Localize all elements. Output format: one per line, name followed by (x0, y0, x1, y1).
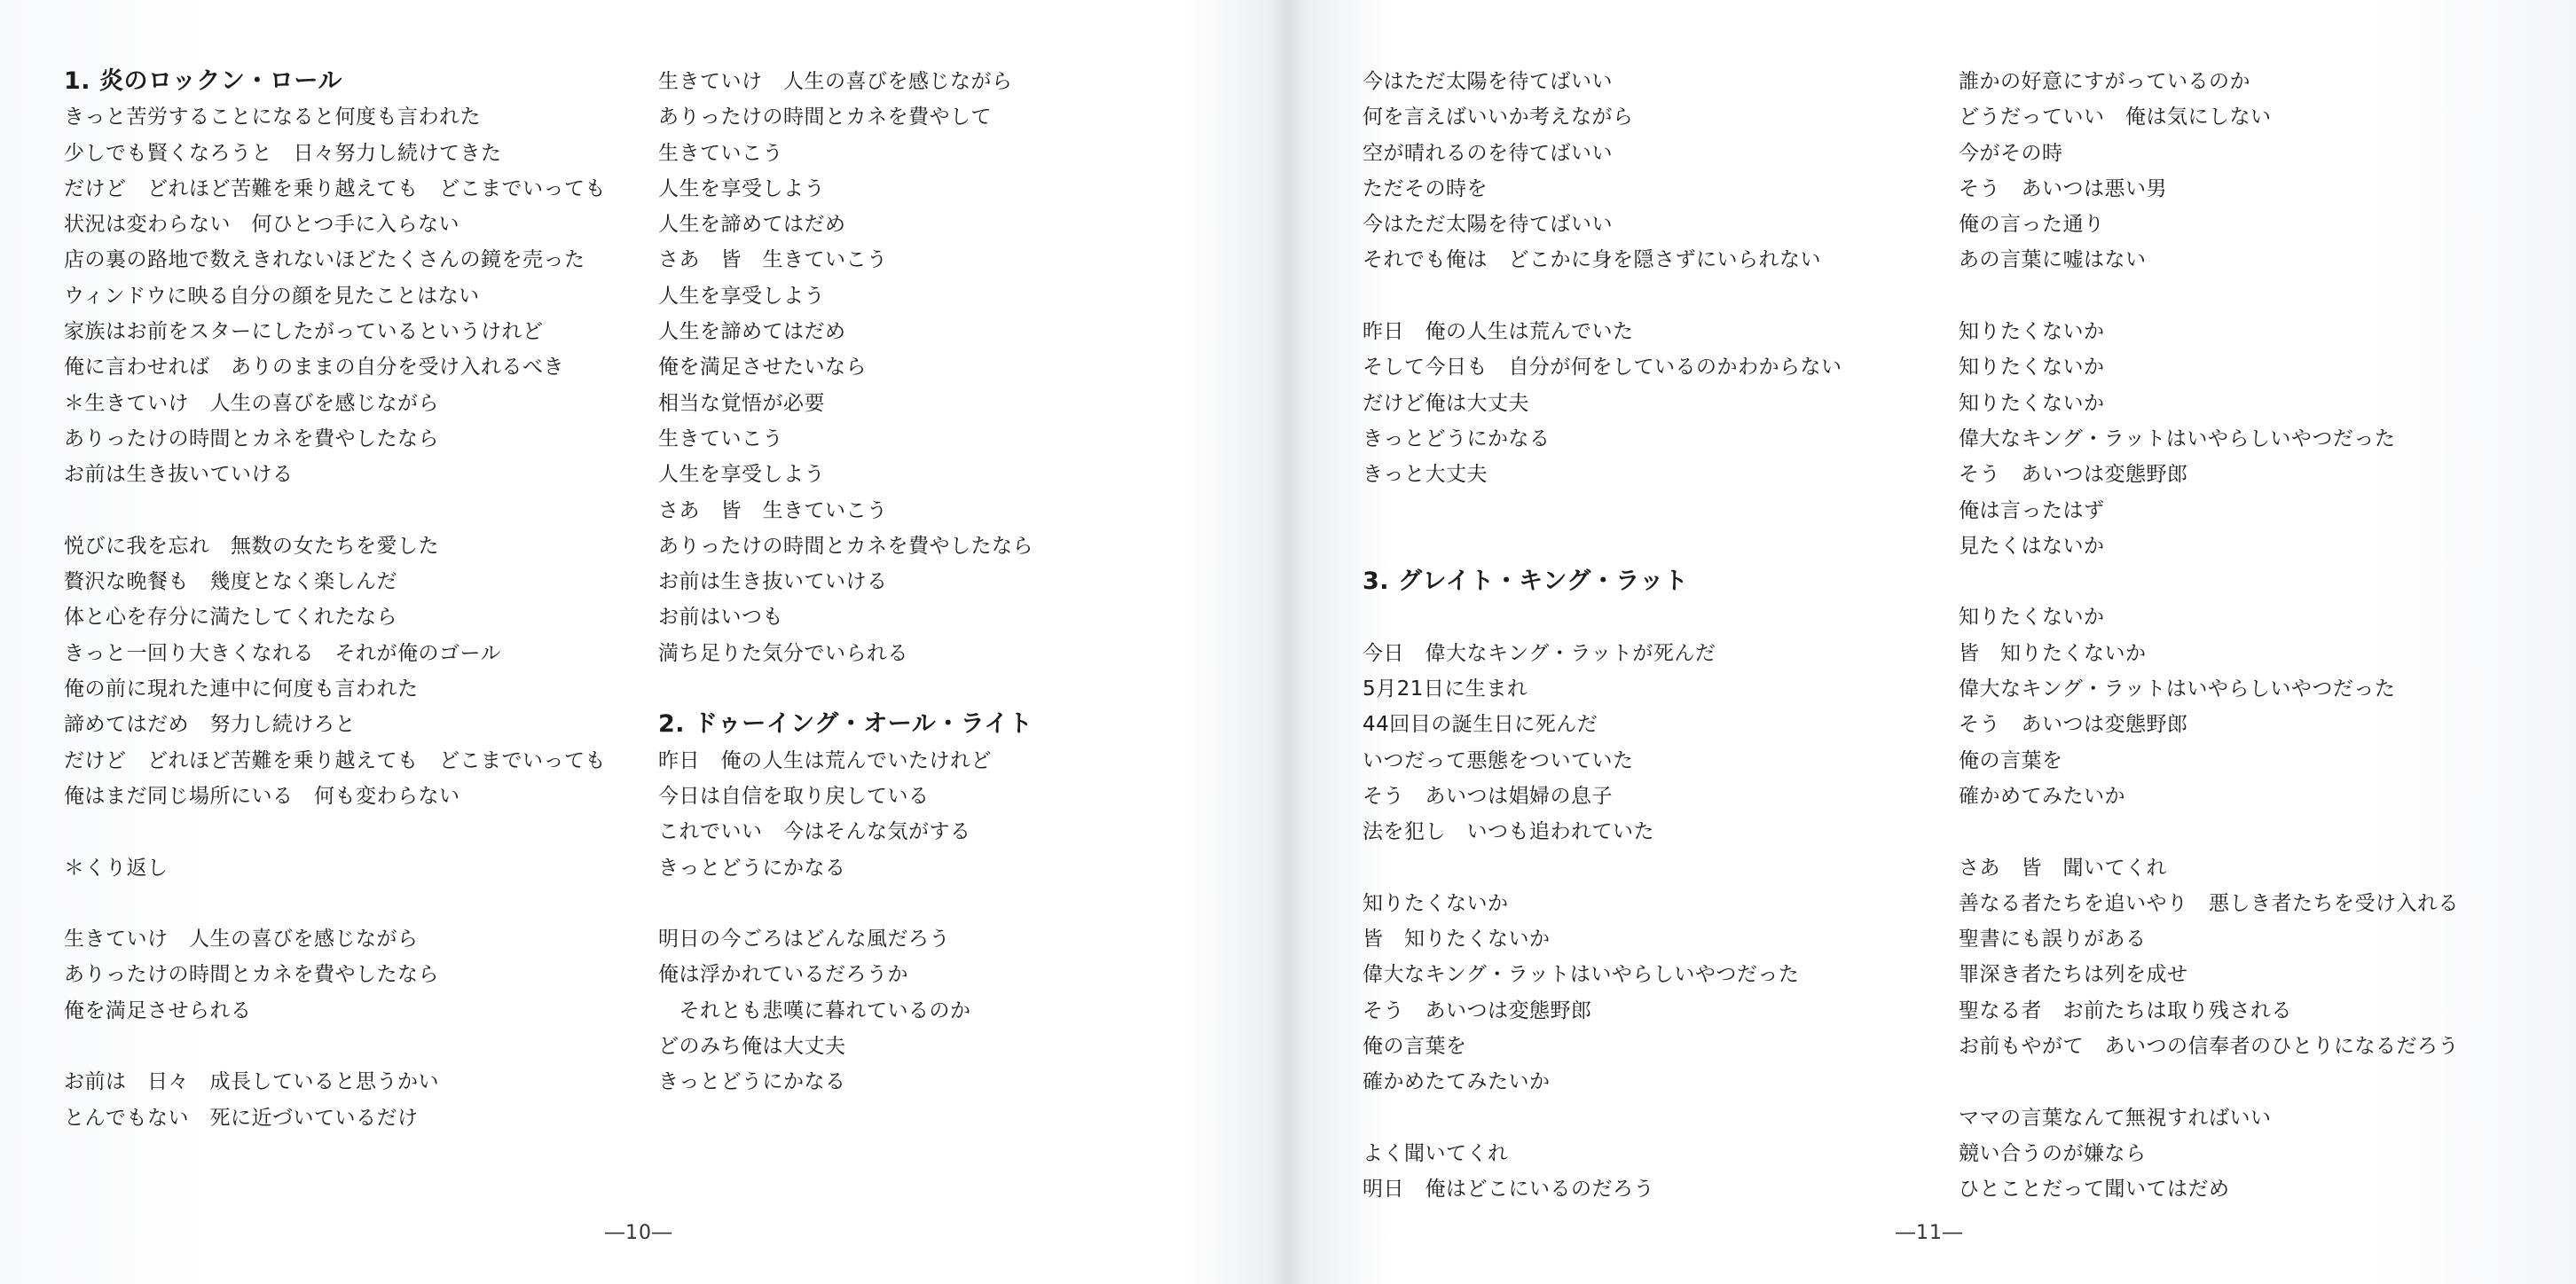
song-title: 1. 炎のロックン・ロール (64, 67, 342, 95)
lyric-line: ママの言葉なんて無視すればいい (1959, 1106, 2272, 1130)
lyric-line: 俺は浮かれているだろうか (658, 963, 908, 987)
page-number-right: ―11― (1896, 1222, 1963, 1244)
stanza-break (1959, 564, 2526, 599)
stanza-break (658, 886, 1226, 921)
lyric-line: 状況は変わらない 何ひとつ手に入らない (64, 213, 460, 237)
lyric-line: 俺の言葉を (1959, 748, 2063, 772)
left-page-column-2 (658, 64, 1226, 1100)
lyric-line: 知りたくないか (1959, 391, 2105, 415)
lyric-line: 人生を享受しよう (658, 463, 825, 487)
lyric-line: 知りたくないか (1363, 891, 1509, 915)
lyric-line: いつだって悪態をついていた (1363, 748, 1634, 772)
left-page-column-1 (64, 64, 632, 1136)
stanza-break (64, 493, 632, 528)
lyric-line: 諦めてはだめ 努力し続けろと (64, 713, 356, 737)
stanza-break (1363, 599, 1930, 635)
lyric-line: 何を言えばいいか考えながら (1363, 106, 1634, 129)
lyric-line: 競い合うのが嫌なら (1959, 1141, 2147, 1165)
lyric-line: 相当な覚悟が必要 (658, 391, 825, 415)
lyric-line: 偉大なキング・ラットはいやらしいやつだった (1363, 963, 1800, 987)
lyric-line: お前もやがて あいつの信奉者のひとりになるだろう (1959, 1035, 2459, 1059)
song-title: 2. ドゥーイング・オール・ライト (658, 710, 1033, 739)
lyric-line: 俺に言わせれば ありのままの自分を受け入れるべき (64, 356, 564, 380)
stanza-break (1959, 278, 2526, 314)
lyric-line: 法を犯し いつも追われていた (1363, 820, 1654, 844)
lyric-line: 俺を満足させたいなら (658, 356, 867, 380)
lyric-line: 誰かの好意にすがっているのか (1959, 70, 2250, 93)
lyric-line: 俺は言ったはず (1959, 498, 2105, 522)
lyric-line: それとも悲嘆に暮れているのか (658, 998, 971, 1022)
lyric-line: ＊くり返し (64, 856, 169, 880)
stanza-break (64, 814, 632, 849)
lyric-line: よく聞いてくれ (1363, 1141, 1509, 1165)
lyric-line: 確かめたてみたいか (1363, 1070, 1551, 1094)
lyric-line: 俺はまだ同じ場所にいる 何も変わらない (64, 784, 460, 808)
lyric-line: 俺の言った通り (1959, 213, 2105, 237)
lyric-line: 人生を享受しよう (658, 284, 825, 308)
lyric-line: 贅沢な晩餐も 幾度となく楽しんだ (64, 570, 397, 594)
stanza-break (1959, 814, 2526, 849)
lyric-line: きっと一回り大きくなれる それが俺のゴール (64, 641, 502, 665)
lyric-line: ありったけの時間とカネを費やしたなら (64, 963, 439, 987)
lyric-line: そう あいつは変態野郎 (1959, 463, 2188, 487)
lyric-line: ありったけの時間とカネを費やして (658, 106, 992, 129)
lyric-line: 知りたくないか (1959, 320, 2105, 344)
lyric-line: ＊生きていけ 人生の喜びを感じながら (64, 391, 439, 415)
lyric-line: 人生を諦めてはだめ (658, 320, 846, 344)
lyric-line: ウィンドウに映る自分の顔を見たことはない (64, 284, 480, 308)
lyric-line: 知りたくないか (1959, 356, 2105, 380)
right-page-column-1 (1363, 64, 1930, 1208)
lyric-line: 生きていこう (658, 141, 783, 165)
lyric-line: きっとどうにかなる (658, 856, 846, 880)
lyric-line: 店の裏の路地で数えきれないほどたくさんの鏡を売った (64, 248, 585, 272)
lyric-line: 聖書にも誤りがある (1959, 928, 2147, 951)
lyric-line: あの言葉に嘘はない (1959, 248, 2147, 272)
lyric-line: 罪深き者たちは列を成せ (1959, 963, 2188, 987)
lyric-line: 見たくはないか (1959, 534, 2105, 558)
lyric-line: これでいい 今はそんな気がする (658, 820, 971, 844)
lyric-line: 明日 俺はどこにいるのだろう (1363, 1178, 1654, 1202)
song-title: 3. グレイト・キング・ラット (1363, 568, 1689, 596)
page-number-left: ―10― (605, 1222, 672, 1244)
lyric-line: だけど どれほど苦難を乗り越えても どこまでいっても (64, 748, 606, 772)
lyric-line: そう あいつは変態野郎 (1959, 713, 2188, 737)
stanza-break (1959, 1064, 2526, 1100)
lyric-line: きっと大丈夫 (1363, 463, 1488, 487)
lyric-line: 人生を享受しよう (658, 176, 825, 200)
lyric-line: 確かめてみたいか (1959, 784, 2125, 808)
lyric-line: 聖なる者 お前たちは取り残される (1959, 998, 2292, 1022)
lyric-line: それでも俺は どこかに身を隠さずにいられない (1363, 248, 1821, 272)
lyric-line: 44回目の誕生日に死んだ (1363, 713, 1598, 737)
lyric-line: 生きていけ 人生の喜びを感じながら (658, 70, 1013, 93)
stanza-break (1363, 850, 1930, 886)
lyric-line: 家族はお前をスターにしたがっているというけれど (64, 320, 544, 344)
lyric-line: 昨日 俺の人生は荒んでいた (1363, 320, 1634, 344)
lyric-line: さあ 皆 生きていこう (658, 248, 888, 272)
lyric-line: 皆 知りたくないか (1959, 641, 2147, 665)
lyric-line: きっとどうにかなる (1363, 427, 1551, 450)
lyric-line: そう あいつは娼婦の息子 (1363, 784, 1613, 808)
lyric-line: 少しでも賢くなろうと 日々努力し続けてきた (64, 141, 502, 165)
lyric-line: 人生を諦めてはだめ (658, 213, 846, 237)
stanza-break (64, 886, 632, 921)
lyric-line: 俺を満足させられる (64, 998, 252, 1022)
lyric-line: ただその時を (1363, 176, 1488, 200)
lyric-line: お前はいつも (658, 606, 783, 630)
lyric-line: ありったけの時間とカネを費やしたなら (658, 534, 1033, 558)
lyric-line: だけど俺は大丈夫 (1363, 391, 1529, 415)
lyric-line: お前は生き抜いていける (658, 570, 888, 594)
lyric-line: 空が晴れるのを待てばいい (1363, 141, 1613, 165)
lyric-line: 明日の今ごろはどんな風だろう (658, 928, 950, 951)
lyric-line: どのみち俺は大丈夫 (658, 1035, 846, 1059)
stanza-break (1363, 1100, 1930, 1136)
lyric-line: 今日 偉大なキング・ラットが死んだ (1363, 641, 1716, 665)
lyric-line: 満ち足りた気分でいられる (658, 641, 908, 665)
lyric-line: そう あいつは悪い男 (1959, 176, 2167, 200)
stanza-break (1363, 528, 1930, 564)
lyric-line: 悦びに我を忘れ 無数の女たちを愛した (64, 534, 439, 558)
lyric-line: 善なる者たちを追いやり 悪しき者たちを受け入れる (1959, 891, 2459, 915)
lyric-line: 生きていけ 人生の喜びを感じながら (64, 928, 419, 951)
lyric-line: 俺の前に現れた連中に何度も言われた (64, 677, 419, 701)
lyric-line: そして今日も 自分が何をしているのかわからない (1363, 356, 1842, 380)
lyric-line: 俺の言葉を (1363, 1035, 1467, 1059)
stanza-break (1363, 493, 1930, 528)
lyric-line: きっとどうにかなる (658, 1070, 846, 1094)
lyric-line: そう あいつは変態野郎 (1363, 998, 1592, 1022)
lyric-line: お前は生き抜いていける (64, 463, 294, 487)
lyric-line: ありったけの時間とカネを費やしたなら (64, 427, 439, 450)
lyric-line: 偉大なキング・ラットはいやらしいやつだった (1959, 427, 2396, 450)
lyric-line: 生きていこう (658, 427, 783, 450)
lyric-line: 今はただ太陽を待てばいい (1363, 70, 1613, 93)
lyric-line: お前は 日々 成長していると思うかい (64, 1070, 439, 1094)
lyric-line: 今日は自信を取り戻している (658, 784, 930, 808)
lyric-line: さあ 皆 生きていこう (658, 498, 888, 522)
lyric-line: 体と心を存分に満たしてくれたなら (64, 606, 397, 630)
right-page-column-2 (1959, 64, 2526, 1208)
lyric-line: 知りたくないか (1959, 606, 2105, 630)
lyric-line: きっと苦労することになると何度も言われた (64, 106, 481, 129)
lyric-line: 今がその時 (1959, 141, 2063, 165)
lyric-line: 昨日 俺の人生は荒んでいたけれど (658, 748, 992, 772)
stanza-break (658, 671, 1226, 707)
lyric-line: 5月21日に生まれ (1363, 677, 1528, 701)
stanza-break (1363, 278, 1930, 314)
lyric-line: 皆 知りたくないか (1363, 928, 1551, 951)
lyric-line: だけど どれほど苦難を乗り越えても どこまでいっても (64, 176, 606, 200)
lyric-line: どうだっていい 俺は気にしない (1959, 106, 2272, 129)
lyric-line: 偉大なキング・ラットはいやらしいやつだった (1959, 677, 2396, 701)
left-page (0, 0, 1277, 1284)
lyric-line: さあ 皆 聞いてくれ (1959, 856, 2167, 880)
stanza-break (64, 1029, 632, 1064)
right-page (1299, 0, 2576, 1284)
lyric-line: 今はただ太陽を待てばいい (1363, 213, 1613, 237)
lyric-line: とんでもない 死に近づいているだけ (64, 1106, 419, 1130)
lyric-line: ひとことだって聞いてはだめ (1959, 1178, 2230, 1202)
